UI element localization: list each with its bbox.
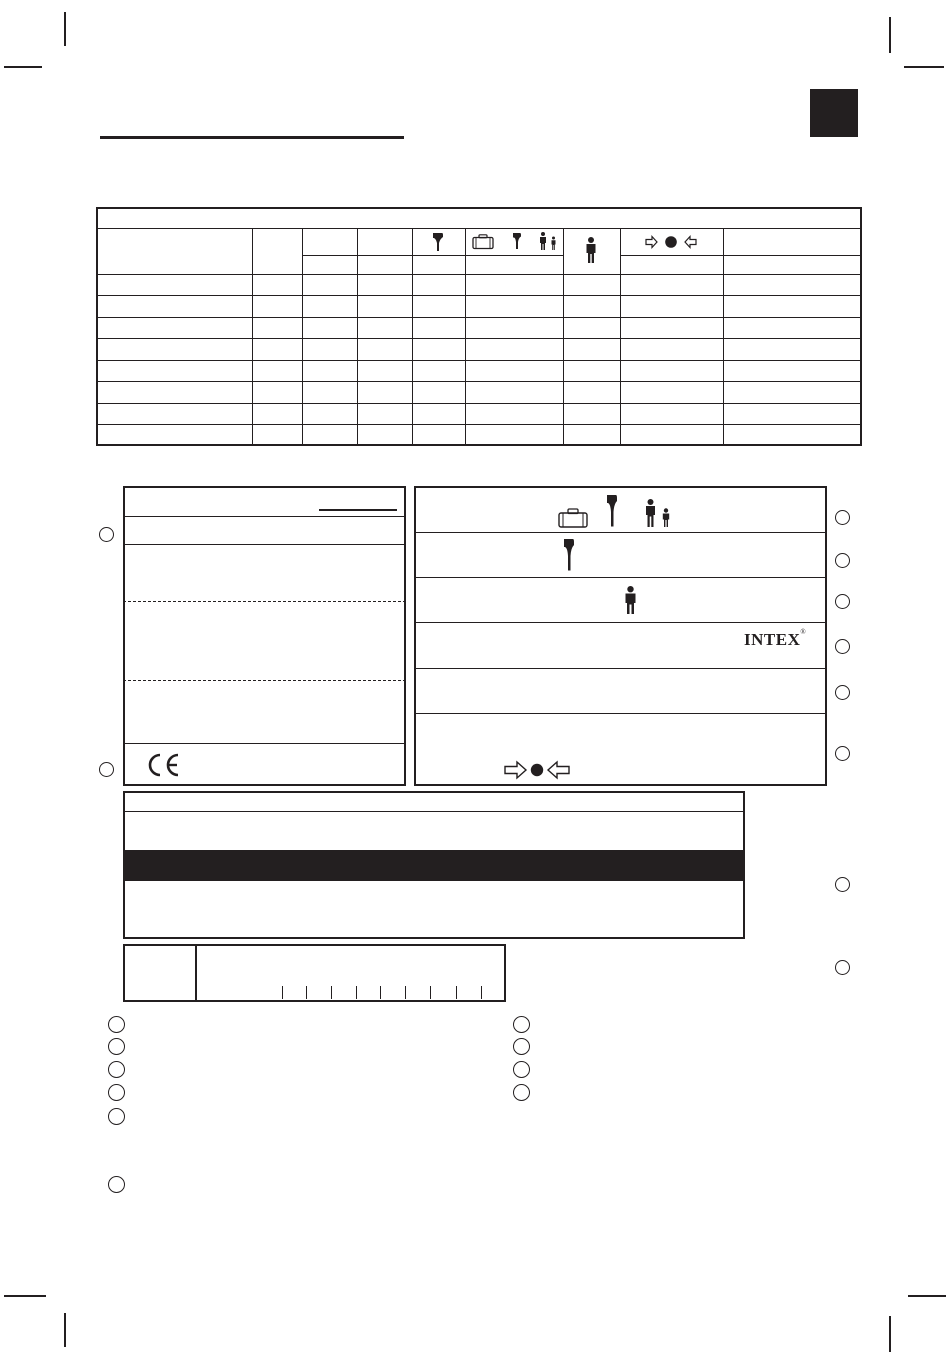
ce-mark-icon [145,752,181,778]
callout-circle [99,527,114,542]
crop-mark-top-right-v [889,17,891,53]
callout-circle [835,594,850,609]
inflation-arrows-icon [645,235,697,249]
table-row-line [96,403,862,404]
table-col-line [563,228,564,446]
table-row-line [96,338,862,339]
table-header-subrow-right [620,255,862,256]
hull-id-tick [430,986,431,999]
crop-mark-bottom-right-v [889,1316,891,1352]
brand-logo: INTEX® [744,628,807,649]
callout-circle [835,553,850,568]
table-row-line [96,274,862,275]
table-header-subrow [302,255,564,256]
plate-row-line [123,544,406,545]
plate-row-line [414,713,827,714]
plate-row-line [123,743,406,744]
hull-id-tick [282,986,283,999]
hull-id-box [123,944,506,1002]
person-icon [585,237,597,263]
adult-child-icon [537,232,559,250]
motor-icon [432,233,444,251]
legend-circle [513,1061,530,1078]
table-col-line [723,228,724,446]
hull-id-tick [405,986,406,999]
crop-mark-top-left-v [64,12,66,46]
callout-circle [835,746,850,761]
callout-circle [835,685,850,700]
hull-id-tick [356,986,357,999]
legend-circle [108,1016,125,1033]
callout-circle [99,762,114,777]
legend-circle [108,1084,125,1101]
title-underline [100,136,404,139]
callout-circle [835,510,850,525]
plate-row-line [414,668,827,669]
hull-id-tick [380,986,381,999]
table-col-line [302,228,303,446]
table-row-line [96,317,862,318]
plate-row-line [414,532,827,533]
motor-icon [563,539,575,571]
plate-row-line [123,811,745,812]
callout-circle [835,877,850,892]
person-icon [624,586,637,614]
bag-icon [472,234,494,249]
table-row-line [96,360,862,361]
table-col-line [465,228,466,446]
hull-id-tick [306,986,307,999]
table-col-line [357,228,358,446]
adult-child-icon [643,499,673,527]
hull-id-divider [195,944,197,1002]
legend-circle [108,1038,125,1055]
crop-mark-top-left-h [4,66,42,68]
legend-circle [513,1038,530,1055]
table-col-line [412,228,413,446]
table-row-line [96,424,862,425]
table-header-divider [96,228,862,229]
identification-plate-left [123,486,406,786]
plate-row-line [414,577,827,578]
section-tab [810,89,858,137]
bag-icon [558,508,588,528]
inflation-arrows-icon [504,761,570,779]
crop-mark-bottom-left-h [4,1295,46,1297]
motor-icon [512,233,522,249]
plate-dashed-line [123,601,406,602]
table-row-line [96,295,862,296]
motor-icon [606,495,618,527]
legend-circle [513,1016,530,1033]
hull-id-tick [481,986,482,999]
legend-circle [513,1084,530,1101]
hull-id-tick [456,986,457,999]
legend-circle [108,1061,125,1078]
legend-circle [108,1108,125,1125]
table-col-line [252,228,253,446]
hull-id-tick [331,986,332,999]
callout-circle [835,960,850,975]
legend-circle [108,1176,125,1193]
plate-row-line [123,516,406,517]
plate-black-band [123,850,745,881]
table-col-line [620,228,621,446]
crop-mark-bottom-left-v [64,1313,66,1347]
plate-underline [319,509,397,511]
plate-dashed-line [123,680,406,681]
callout-circle [835,639,850,654]
crop-mark-top-right-h [904,66,944,68]
plate-row-line [414,622,827,623]
crop-mark-bottom-right-h [908,1295,946,1297]
table-row-line [96,381,862,382]
